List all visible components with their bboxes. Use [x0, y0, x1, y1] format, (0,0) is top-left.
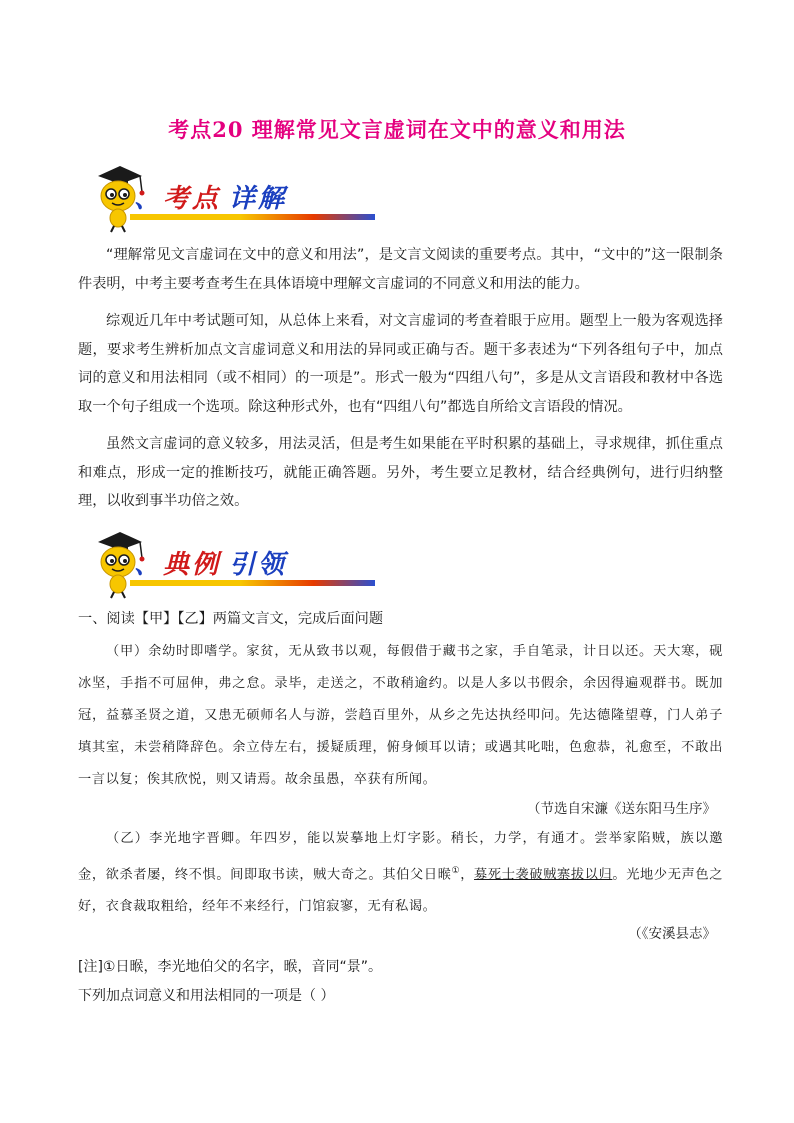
underlined-sentence: 募死士袭破贼寨拔以归 [474, 867, 613, 883]
section-label-part1: 考点 [163, 184, 222, 214]
passage-yi-after: 。光地少无声色之好，衣食裁取粗给，经年不来经行，门馆寂寥，无有私谒。 [78, 867, 723, 915]
source-yi: （《安溪县志》 [628, 926, 716, 942]
section-label-part2: 详解 [229, 184, 288, 214]
source-jia: （节选自宋濂《送东阳马生序》 [527, 801, 716, 817]
paragraph-2: 综观近几年中考试题可知，从总体上来看，对文言虚词的考查着眼于应用。题型上一般为客观选择题，要求考生辨析加点文言虚词意义和用法的异同或正确与否。题干多表述为“下列各组句子中，加点词的意义和用法相同（或不相同）的一项是”。形式一般为“四组八句”，多是从文言语段和教材中各选取一个句子组成一个选项。除这种形式外，也有“四组八句”都选自所给文言语段的情况。 [78, 313, 723, 415]
section-label-part1: 典例 [163, 550, 222, 580]
section-underline [130, 214, 375, 220]
section-underline [130, 580, 375, 586]
passage-jia: （甲）余幼时即嗜学。家贫，无从致书以观，每假借于藏书之家，手自笔录，计日以还。天大寒，砚冰坚，手指不可屈伸，弗之怠。录毕，走送之，不敢稍逾约。以是人多以书假余，余因得遍观群书。既加冠，益慕圣贤之道，又患无硕师名人与游，尝趋百里外，从乡之先达执经叩问。先达德隆望尊，门人弟子填其室，未尝稍降辞色。余立侍左右，援疑质理，俯身倾耳以请；或遇其叱咄，色愈恭，礼愈至，不敢出一言以复；俟其欣悦，则又请焉。故余虽愚，卒获有所闻。 [78, 644, 723, 787]
passage-yi-text: （乙）李光地字晋卿。年四岁，能以炭摹地上灯字影。稍长，力学，有通才。尝举家陷贼，族以邀金，欲杀者屡，终不惧。间即取书读，贼大奇之。其伯父日㬋 [78, 831, 723, 883]
footnote: [注]①日㬋，李光地伯父的名字，㬋，音同“景”。 [78, 959, 382, 975]
question-stem: 下列加点词意义和用法相同的一项是（ ） [78, 988, 335, 1004]
paragraph-1: “理解常见文言虚词在文中的意义和用法”，是文言文阅读的重要考点。其中，“文中的”这一限制条件表明，中考主要考查考生在具体语境中理解文言虚词的不同意义和用法的能力。 [78, 247, 723, 292]
section-header-dianli [78, 528, 318, 600]
footnote-marker: ① [451, 866, 461, 876]
section-header-kaodian [78, 162, 318, 234]
passage-yi-sep: ， [460, 867, 475, 883]
section-label-part2: 引领 [229, 550, 288, 580]
section-label: 、典例 引领 [134, 550, 288, 580]
question-intro: 一、阅读【甲】【乙】两篇文言文，完成后面问题 [78, 611, 384, 627]
paragraph-3: 虽然文言虚词的意义较多，用法灵活，但是考生如果能在平时积累的基础上，寻求规律，抓住重点和难点，形成一定的推断技巧，就能正确答题。另外，考生要立足教材，结合经典例句，进行归纳整理，以收到事半功倍之效。 [78, 436, 723, 510]
passage-yi [78, 823, 723, 923]
section-label: 、考点 详解 [134, 184, 288, 214]
page-title: 考点20 理解常见文言虚词在文中的意义和用法 [168, 117, 626, 142]
